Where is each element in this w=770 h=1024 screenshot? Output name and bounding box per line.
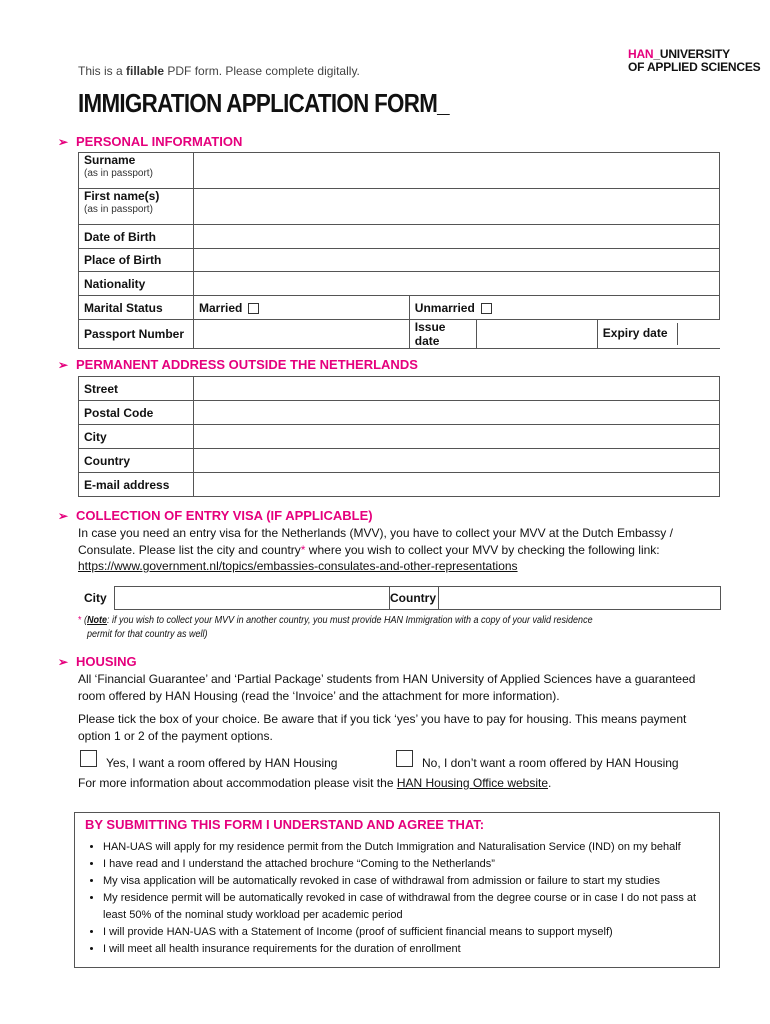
marital-status-label: Marital Status bbox=[79, 296, 194, 320]
arrow-right-icon: ➢ bbox=[58, 655, 69, 669]
agreement-item: • I will provide HAN-UAS with a Statement of Income (proof of sufficient financial means to support myself) bbox=[103, 924, 713, 941]
housing-yes-checkbox[interactable] bbox=[80, 750, 97, 767]
agreement-item: • I have read and I understand the attached brochure “Coming to the Netherlands” bbox=[103, 856, 713, 873]
section-housing-heading: ➢ HOUSING bbox=[58, 654, 137, 669]
nationality-field[interactable] bbox=[194, 272, 720, 296]
surname-label: Surname (as in passport) bbox=[79, 153, 194, 189]
housing-paragraph-2: Please tick the box of your choice. Be aware that if you tick ‘yes’ you have to pay for housing. This means payment option 1 or 2 of the payment options. bbox=[78, 712, 687, 743]
visa-location-row bbox=[78, 586, 720, 610]
personal-info-table bbox=[78, 152, 720, 349]
visa-country-field[interactable] bbox=[438, 586, 721, 610]
visa-paragraph: In case you need an entry visa for the Netherlands (MVV), you have to collect your MVV at the Dutch Embassy / Consulate. Please list the city and country* where you wish to collect your MVV by checking the following link: https://www.government.nl/topics/embassies-consulates-and-other-representations bbox=[78, 526, 673, 573]
visa-country-label: Country bbox=[388, 586, 438, 610]
pob-label: Place of Birth bbox=[79, 249, 194, 272]
agreement-box bbox=[74, 812, 720, 968]
arrow-right-icon: ➢ bbox=[58, 358, 69, 372]
city-label: City bbox=[79, 425, 194, 449]
agreement-list bbox=[85, 839, 713, 958]
section-personal-heading: ➢ PERSONAL INFORMATION bbox=[58, 134, 243, 149]
agreement-title: BY SUBMITTING THIS FORM I UNDERSTAND AND AGREE THAT: bbox=[85, 817, 485, 832]
first-names-label: First name(s) (as in passport) bbox=[79, 189, 194, 225]
agreement-item: • My visa application will be automatically revoked in case of withdrawal from admission or failure to start my studies bbox=[103, 873, 713, 890]
country-field[interactable] bbox=[194, 449, 720, 473]
agreement-item: • I will meet all health insurance requirements for the duration of enrollment bbox=[103, 941, 713, 958]
housing-office-link[interactable]: HAN Housing Office website bbox=[396, 776, 549, 790]
housing-no-label: No, I don’t want a room offered by HAN Housing bbox=[422, 756, 679, 770]
agreement-item: • HAN-UAS will apply for my residence permit from the Dutch Immigration and Naturalisation Service (IND) on my behalf bbox=[103, 839, 713, 856]
married-checkbox[interactable] bbox=[248, 303, 259, 314]
email-label: E-mail address bbox=[79, 473, 194, 497]
nationality-label: Nationality bbox=[79, 272, 194, 296]
postal-code-label: Postal Code bbox=[79, 401, 194, 425]
housing-yes-label: Yes, I want a room offered by HAN Housing bbox=[106, 756, 338, 770]
first-names-field[interactable] bbox=[194, 189, 720, 225]
visa-city-field[interactable] bbox=[114, 586, 390, 610]
pob-field[interactable] bbox=[194, 249, 720, 272]
agreement-item: • My residence permit will be automatically revoked in case of withdrawal from the degree course or in case I do not pass at least 50% of the nominal study workload per academic period bbox=[103, 890, 713, 924]
passport-field[interactable] bbox=[194, 320, 410, 349]
unmarried-option[interactable]: Unmarried bbox=[409, 296, 719, 320]
page-title: IMMIGRATION APPLICATION FORM_ bbox=[78, 88, 449, 118]
section-visa-heading: ➢ COLLECTION OF ENTRY VISA (IF APPLICABLE) bbox=[58, 508, 373, 523]
email-field[interactable] bbox=[194, 473, 720, 497]
expiry-date-field[interactable] bbox=[677, 323, 678, 345]
housing-no-checkbox[interactable] bbox=[396, 750, 413, 767]
housing-more-info: For more information about accommodation please visit the HAN Housing Office website. bbox=[78, 776, 552, 790]
surname-field[interactable] bbox=[194, 153, 720, 189]
expiry-date-label: Expiry date bbox=[597, 320, 719, 349]
embassies-link[interactable]: https://www.government.nl/topics/embassies-consulates-and-other-representations bbox=[78, 559, 518, 573]
visa-note: * (Note: if you wish to collect your MVV in another country, you must provide HAN Immigration with a copy of your valid residence permit for that country as well) bbox=[78, 615, 593, 640]
issue-date-label: Issue date bbox=[409, 320, 476, 349]
street-field[interactable] bbox=[194, 377, 720, 401]
married-option[interactable]: Married bbox=[194, 296, 410, 320]
dob-field[interactable] bbox=[194, 225, 720, 249]
arrow-right-icon: ➢ bbox=[58, 509, 69, 523]
passport-label: Passport Number bbox=[79, 320, 194, 349]
housing-paragraph-1: All ‘Financial Guarantee’ and ‘Partial Package’ students from HAN University of Applied Sciences have a guaranteed room offered by HAN Housing (read the ‘Invoice’ and the attachment for more information). bbox=[78, 672, 696, 703]
street-label: Street bbox=[79, 377, 194, 401]
country-label: Country bbox=[79, 449, 194, 473]
unmarried-checkbox[interactable] bbox=[481, 303, 492, 314]
arrow-right-icon: ➢ bbox=[58, 135, 69, 149]
visa-city-label: City bbox=[84, 591, 107, 605]
city-field[interactable] bbox=[194, 425, 720, 449]
postal-code-field[interactable] bbox=[194, 401, 720, 425]
han-logo: HAN_UNIVERSITY OF APPLIED SCIENCES bbox=[628, 47, 761, 74]
issue-date-field[interactable] bbox=[476, 320, 597, 349]
dob-label: Date of Birth bbox=[79, 225, 194, 249]
section-address-heading: ➢ PERMANENT ADDRESS OUTSIDE THE NETHERLANDS bbox=[58, 357, 418, 372]
address-table bbox=[78, 376, 720, 497]
fillable-notice: This is a fillable PDF form. Please complete digitally. bbox=[78, 64, 360, 78]
